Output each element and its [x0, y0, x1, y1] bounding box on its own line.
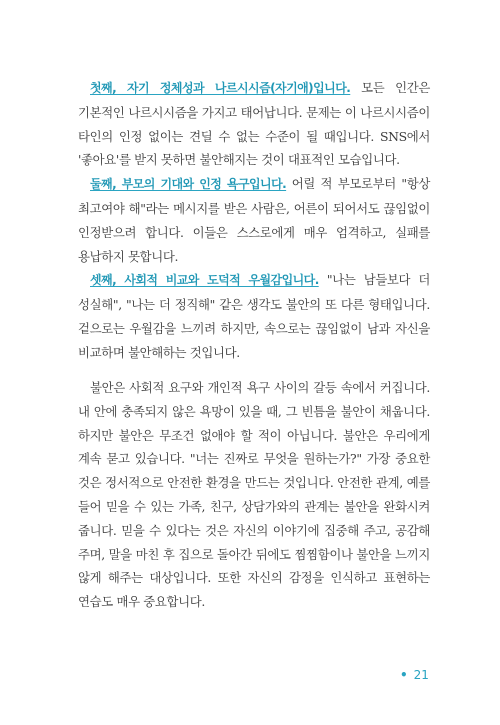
paragraph-second	[78, 172, 430, 268]
text-first: 모든 인간은 기본적인 나르시시즘을 가지고 태어납니다. 문제는 이 나르시시즘이 타인의 인정 없이는 견딜 수 없는 수준이 될 때입니다. SNS에서 '좋아요'를 받지 못하면 불안해지는 것이 대표적인 모습입니다.	[78, 80, 430, 168]
body-paragraph: 불안은 사회적 요구와 개인적 욕구 사이의 갈등 속에서 커집니다. 내 안에 충족되지 않은 욕망이 있을 때, 그 빈틈을 불안이 채웁니다. 하지만 불안은 무조건 없애야 할 적이 아닙니다. 불안은 우리에게 계속 묻고 있습니다. "너는 진짜로 무엇을 원하는가?" 가장 중요한 것은 정서적으로 안전한 환경을 만드는 것입니다. 안전한 관계, 예를 들어 믿을 수 있는 가족, 친구, 상담가와의 관계는 불안을 완화시켜 줍니다. 믿을 수 있다는 것은 자신의 이야기에 집중해 주고, 공감해 주며, 말을 마친 후 집으로 돌아간 뒤에도 찜찜함이나 불안을 느끼지 않게 해주는 대상입니다. 또한 자신의 감정을 인식하고 표현하는 연습도 매우 중요합니다.	[78, 380, 430, 610]
body-section	[78, 376, 430, 614]
page-number	[400, 668, 429, 682]
page-number-value: 21	[413, 668, 429, 682]
enumerated-causes	[78, 76, 430, 365]
text-third: "나는 남들보다 더 성실해", "나는 더 정직해" 같은 생각도 불안의 또 다른 형태입니다. 겉으로는 우월감을 느끼려 하지만, 속으로는 끊임없이 남과 자신을 비교하며 불안해하는 것입니다.	[78, 272, 430, 360]
text-second: 어릴 적 부모로부터 "항상 최고여야 해"라는 메시지를 받은 사람은, 어른이 되어서도 끊임없이 인정받으려 합니다. 이들은 스스로에게 매우 엄격하고, 실패를 용납하지 못합니다.	[78, 176, 430, 264]
paragraph-third	[78, 268, 430, 364]
heading-second: 둘째, 부모의 기대와 인정 욕구입니다.	[90, 177, 287, 192]
heading-first: 첫째, 자기 정체성과 나르시시즘(자기애)입니다.	[90, 81, 351, 95]
heading-third: 셋째, 사회적 비교와 도덕적 우월감입니다.	[90, 273, 319, 288]
paragraph-first	[78, 76, 430, 172]
page-marker-dot: •	[400, 668, 408, 682]
